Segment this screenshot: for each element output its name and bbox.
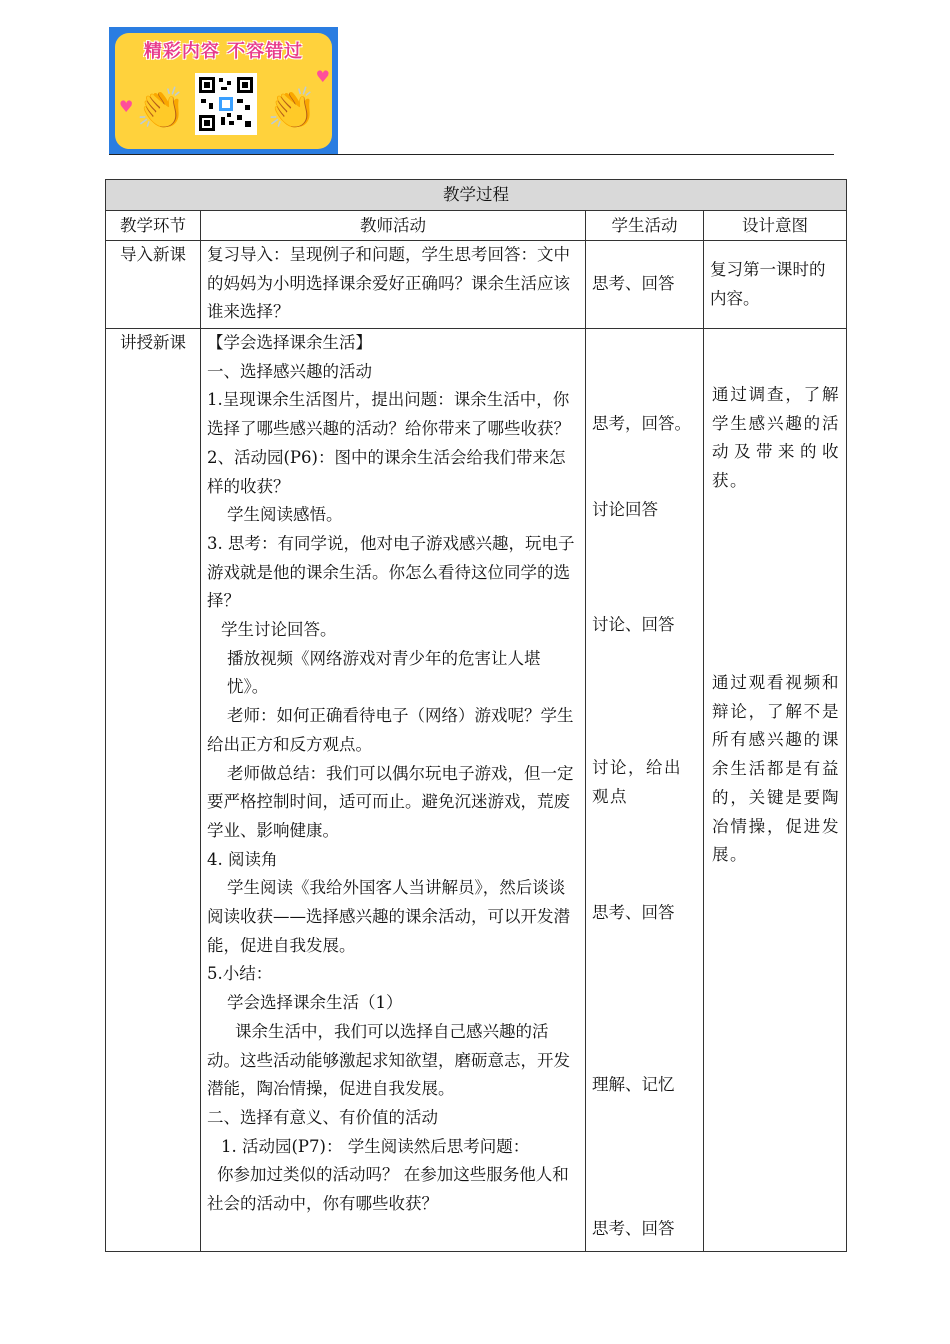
teacher-activity-cell xyxy=(201,329,586,1252)
student-response: 思考、回答 xyxy=(592,903,675,922)
student-response: 讨论回答 xyxy=(592,500,658,519)
student-response: 思考，回答。 xyxy=(592,414,691,433)
column-header-student: 学生活动 xyxy=(586,211,704,241)
column-header-teacher: 教师活动 xyxy=(201,211,586,241)
column-header-stage: 教学环节 xyxy=(106,211,201,241)
clapping-hands-icon: 👏 xyxy=(136,86,186,132)
subsection-heading: 二、选择有意义、有价值的活动 xyxy=(207,1107,438,1127)
student-response: 思考、回答 xyxy=(592,1219,675,1238)
section-heading: 【学会选择课余生活】 xyxy=(207,333,372,352)
heart-icon: ♥ xyxy=(119,97,134,116)
banner-panel xyxy=(115,33,332,149)
design-intent-cell: 复习第一课时的内容。 xyxy=(704,241,847,329)
subsection-heading: 一、选择感兴趣的活动 xyxy=(207,361,372,381)
teacher-note: 你参加过类似的活动吗？ 在参加这些服务他人和社会的活动中，你有哪些收获？ xyxy=(207,1165,569,1214)
summary-title: 学会选择课余生活（1） xyxy=(227,993,403,1013)
clapping-hands-icon: 👏 xyxy=(267,86,317,132)
teacher-step: 1. 活动园(P7)： 学生阅读然后思考问题： xyxy=(221,1136,530,1156)
teacher-note: 学生讨论回答。 xyxy=(221,620,337,640)
stage-cell: 讲授新课 xyxy=(106,329,201,1252)
teaching-process-table xyxy=(105,179,847,1252)
student-activity-cell: 思考、回答 xyxy=(586,241,704,329)
summary-text: 课余生活中，我们可以选择自己感兴趣的活动。这些活动能够激起求知欲望，磨砺意志，开发潜能，陶冶情操，促进自我发展。 xyxy=(207,1021,570,1099)
table-row xyxy=(106,329,847,1252)
table-row xyxy=(106,241,847,329)
qr-code-icon[interactable] xyxy=(195,73,257,135)
column-header-intent: 设计意图 xyxy=(704,211,847,241)
teacher-step: 3. 思考：有同学说，他对电子游戏感兴趣，玩电子游戏就是他的课余生活。你怎么看待这位同学的选择？ xyxy=(207,533,575,611)
student-response: 讨论，给出观点 xyxy=(592,758,682,806)
student-response: 讨论、回答 xyxy=(592,615,675,634)
teacher-step: 5.小结： xyxy=(207,964,273,984)
design-intent-cell xyxy=(704,329,847,1252)
teacher-activity-cell: 复习导入：呈现例子和问题，学生思考回答：文中的妈妈为小明选择课余爱好正确吗？课余生活应该谁来选择？ xyxy=(201,241,586,329)
teacher-step: 1.呈现课余生活图片，提出问题：课余生活中，你选择了哪些感兴趣的活动？给你带来了哪些收获？ xyxy=(207,390,570,439)
design-intent-text: 通过观看视频和辩论，了解不是所有感兴趣的课余生活都是有益的，关键是要陶冶情操，促进发展。 xyxy=(712,673,840,865)
teacher-note: 学生阅读感悟。 xyxy=(227,505,343,525)
heart-icon: ♥ xyxy=(315,67,330,86)
design-intent-text: 通过调查，了解学生感兴趣的活动及带来的收获。 xyxy=(712,385,840,491)
teacher-note: 老师：如何正确看待电子（网络）游戏呢？学生给出正方和反方观点。 xyxy=(207,706,574,754)
banner-title: 精彩内容 不容错过 xyxy=(143,41,304,62)
teacher-step: 4. 阅读角 xyxy=(207,849,278,869)
teacher-note: 学生阅读《我给外国客人当讲解员》，然后谈谈阅读收获——选择感兴趣的课余活动，可以开发潜能，促进自我发展。 xyxy=(207,878,570,955)
student-response: 理解、记忆 xyxy=(592,1075,675,1094)
table-title: 教学过程 xyxy=(106,180,847,211)
student-activity-cell xyxy=(586,329,704,1252)
stage-cell: 导入新课 xyxy=(106,241,201,329)
promo-banner[interactable] xyxy=(109,27,338,155)
teacher-note: 老师做总结：我们可以偶尔玩电子游戏，但一定要严格控制时间，适可而止。避免沉迷游戏，荒废学业、影响健康。 xyxy=(207,763,574,840)
teacher-step: 2、活动园(P6)：图中的课余生活会给我们带来怎样的收获？ xyxy=(207,447,566,496)
header-divider xyxy=(109,154,834,155)
teacher-note: 播放视频《网络游戏对青少年的危害让人堪忧》。 xyxy=(227,648,541,697)
